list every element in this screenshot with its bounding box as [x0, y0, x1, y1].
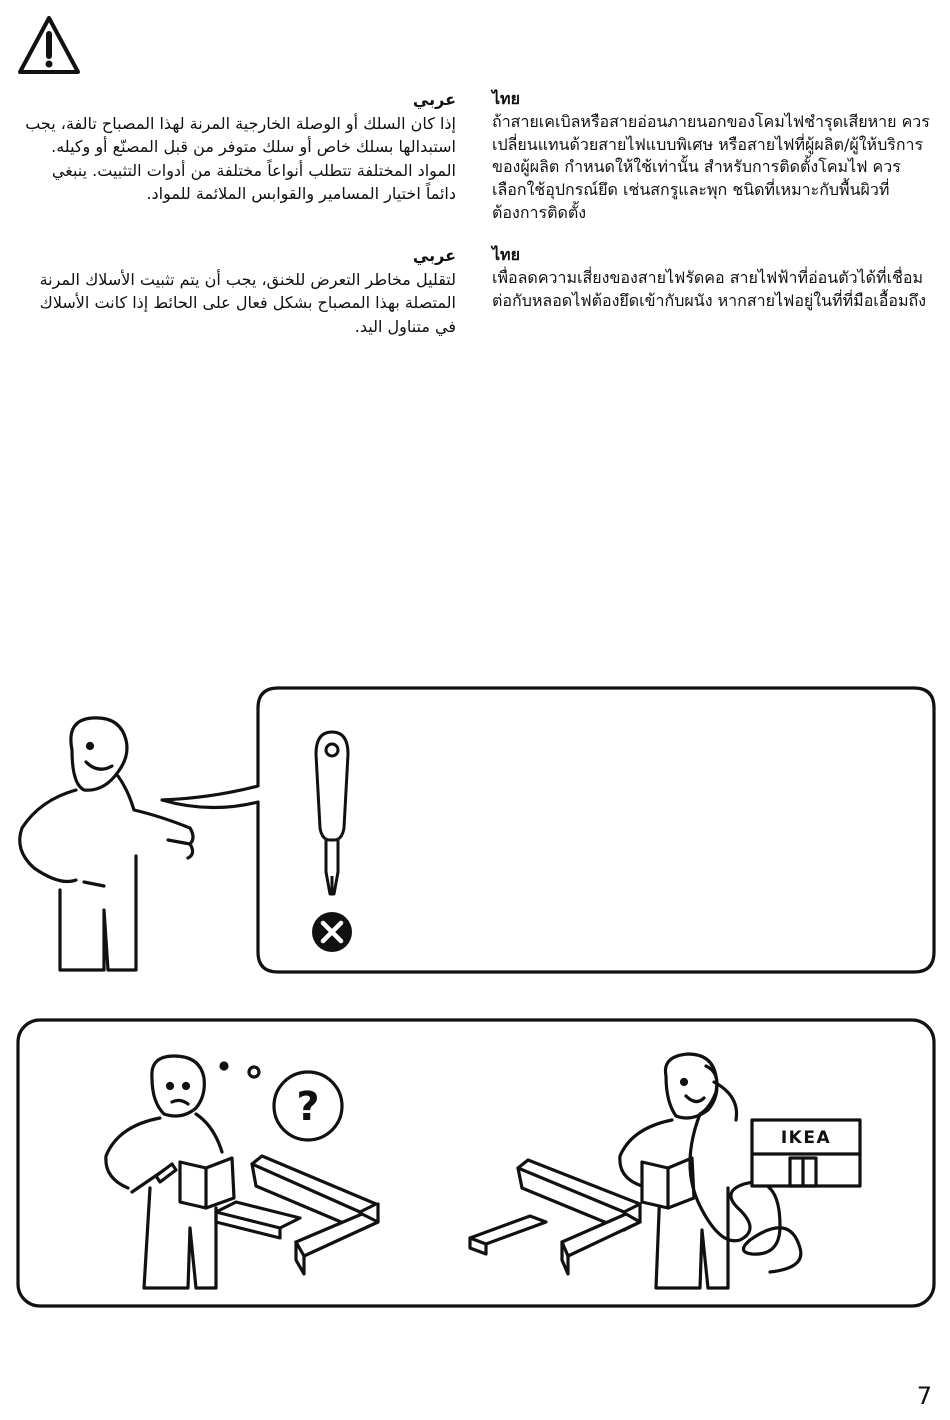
- thai-block-2: [492, 244, 932, 312]
- warning-triangle-icon: [16, 14, 82, 76]
- ikea-store-sign: IKEA: [780, 1128, 832, 1148]
- thai-block-2-body: เพื่อลดความเสี่ยงของสายไฟรัดคอ สายไฟฟ้าที่อ่อนตัวได้ที่เชื่อมต่อกับหลอดไฟต้องยึดเข้ากับผนัง หากสายไฟอยู่ในที่ที่มือเอื้อมถึง: [492, 267, 927, 310]
- thai-block-1: [492, 88, 932, 225]
- arabic-block-1-title: عربي: [412, 90, 456, 109]
- illustration-no-screwdriver: [0, 680, 950, 980]
- arabic-block-1-body: إذا كان السلك أو الوصلة الخارجية المرنة لهذا المصباح تالفة، يجب استبدالها بسلك خاص أو سلك متوفر من قبل المصنّع أو وكيله. المواد المختلفة تتطلب أنواعاً مختلفة من أدوات التثبيت. ينبغي دائماً اختيار المسامير والقوابس الملائمة للمواد.: [25, 113, 456, 203]
- arabic-block-2-body: لتقليل مخاطر التعرض للخنق، يجب أن يتم تثبيت الأسلاك المرنة المتصلة بهذا المصباح بشكل فعال على الحائط إذا كانت الأسلاك في متناول اليد.: [39, 269, 456, 336]
- prohibited-x-icon: [312, 912, 352, 952]
- arabic-block-1: [20, 88, 456, 206]
- thai-block-1-title: ไทย: [492, 89, 520, 108]
- thai-block-1-body: ถ้าสายเคเบิลหรือสายอ่อนภายนอกของโคมไฟชำรุดเสียหาย ควรเปลี่ยนแทนด้วยสายไฟแบบพิเศษ หรือสายไฟที่ผู้ผลิต/ผู้ให้บริการของผู้ผลิต กำหนดให้ใช้เท่านั้น สำหรับการติดตั้งโคมไฟ ควรเลือกใช้อุปกรณ์ยึด เช่นสกรูและพุก ชนิดที่เหมาะกับพื้นผิวที่ต้องการติดตั้ง: [492, 111, 930, 222]
- arabic-block-2: [20, 244, 456, 338]
- arabic-block-2-title: عربي: [412, 246, 456, 265]
- thai-block-2-title: ไทย: [492, 245, 520, 264]
- illustration-contact-ikea: [0, 1016, 950, 1312]
- page-number: 7: [916, 1382, 932, 1410]
- question-mark: ?: [296, 1084, 320, 1130]
